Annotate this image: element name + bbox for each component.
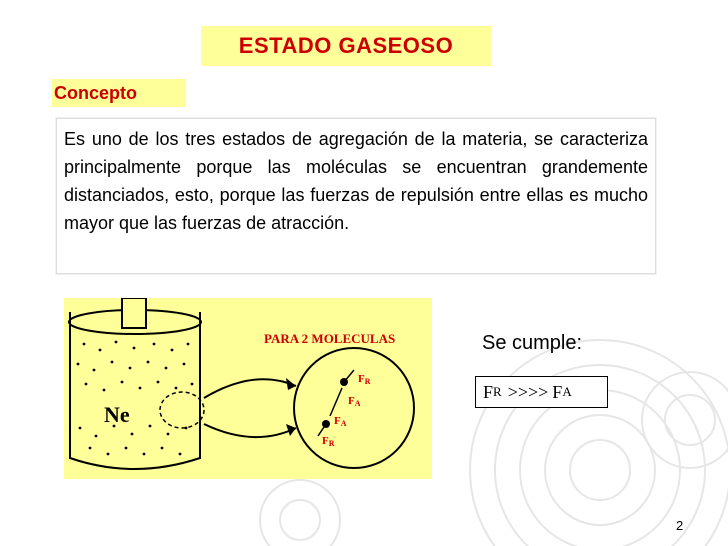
force-label-repulsion-bottom: FR — [322, 435, 335, 448]
selection-loop — [160, 392, 204, 428]
arrow-upper — [204, 379, 296, 398]
formula-lhs-sub: R — [493, 384, 502, 399]
gas-cylinder — [69, 298, 201, 469]
formula-rhs: F — [552, 381, 563, 402]
concept-paragraph: Es uno de los tres estados de agregación de la materia, se caracteriza principalmente porque las moléculas se encuentran grandemente distanciados, esto, porque las fuerzas de repulsión entre ellas es mucho mayor que las fuerzas de atracción. — [56, 118, 656, 274]
formula-operator: >>>> — [507, 381, 549, 402]
concept-heading: Concepto — [52, 79, 186, 107]
gas-label: Ne — [104, 402, 130, 427]
formula-rhs-sub: A — [562, 384, 572, 399]
condition-heading: Se cumple: — [482, 332, 583, 354]
condition-formula — [475, 376, 608, 408]
piston-rod — [122, 298, 146, 328]
formula-lhs: F — [483, 381, 494, 402]
page-number: 2 — [676, 518, 684, 533]
molecule-dots — [77, 341, 194, 456]
force-label-repulsion-top: FR — [358, 373, 371, 386]
slide-title: ESTADO GASEOSO — [201, 26, 491, 66]
arrow-lower — [204, 424, 296, 437]
gas-container-diagram — [64, 298, 432, 479]
diagram-caption: PARA 2 MOLECULAS — [264, 331, 396, 346]
zoom-circle — [294, 348, 414, 468]
force-label-attraction-bottom: FA — [334, 415, 347, 428]
force-label-attraction-top: FA — [348, 395, 361, 408]
